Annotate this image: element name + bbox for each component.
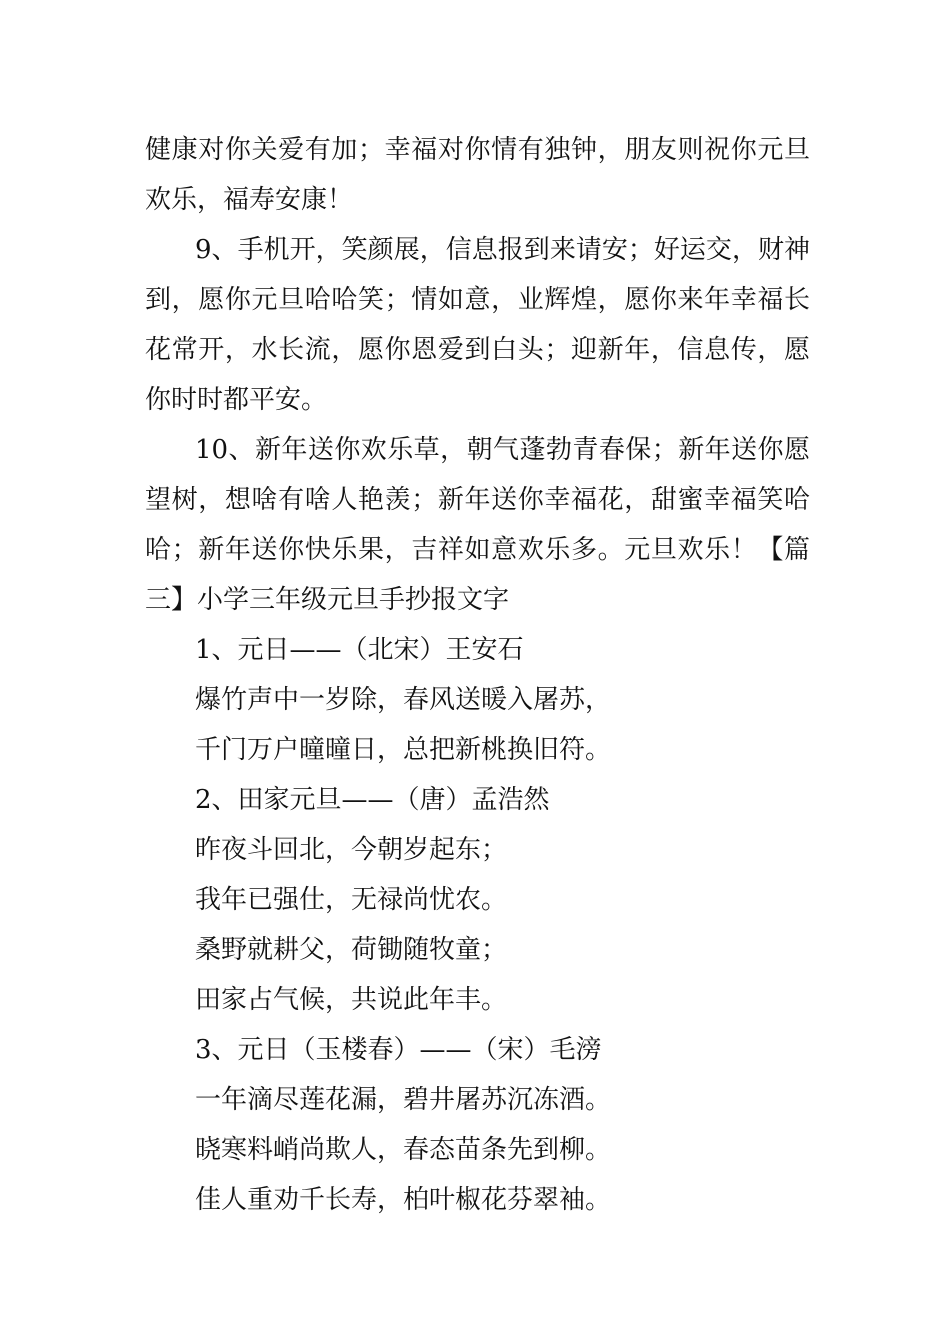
paragraph-item-10: 10、新年送你欢乐草，朝气蓬勃青春保；新年送你愿望树，想啥有啥人艳羡；新年送你幸福花，甜蜜幸福笑哈哈；新年送你快乐果，吉祥如意欢乐多。元旦欢乐！【篇三】小学三年级元旦手抄报文字	[145, 435, 810, 615]
poem-2-title: 2、田家元旦——（唐）孟浩然	[195, 785, 550, 815]
poem-3-line-1: 一年滴尽莲花漏，碧井屠苏沉冻酒。	[195, 1085, 612, 1115]
poem-2-line-1: 昨夜斗回北，今朝岁起东；	[195, 835, 508, 865]
paragraph-continuation: 健康对你关爱有加；幸福对你情有独钟，朋友则祝你元旦欢乐，福寿安康！	[145, 135, 810, 215]
poem-1-line-1: 爆竹声中一岁除，春风送暖入屠苏，	[195, 685, 612, 715]
poem-1-line-2: 千门万户曈曈日，总把新桃换旧符。	[195, 735, 612, 765]
poem-2-line-3: 桑野就耕父，荷锄随牧童；	[195, 935, 508, 965]
paragraph-item-9: 9、手机开，笑颜展，信息报到来请安；好运交，财神到，愿你元旦哈哈笑；情如意，业辉煌，愿你来年幸福长花常开，水长流，愿你恩爱到白头；迎新年，信息传，愿你时时都平安。	[145, 235, 810, 415]
poem-3-title: 3、元日（玉楼春）——（宋）毛滂	[195, 1035, 602, 1065]
poem-3-line-3: 佳人重劝千长寿，柏叶椒花芬翠袖。	[195, 1185, 612, 1215]
document-body	[145, 125, 810, 1225]
poem-3-line-2: 晓寒料峭尚欺人，春态苗条先到柳。	[195, 1135, 612, 1165]
poem-2-line-4: 田家占气候，共说此年丰。	[195, 985, 508, 1015]
poem-2-line-2: 我年已强仕，无禄尚忧农。	[195, 885, 508, 915]
poem-1-title: 1、元日——（北宋）王安石	[195, 635, 524, 665]
